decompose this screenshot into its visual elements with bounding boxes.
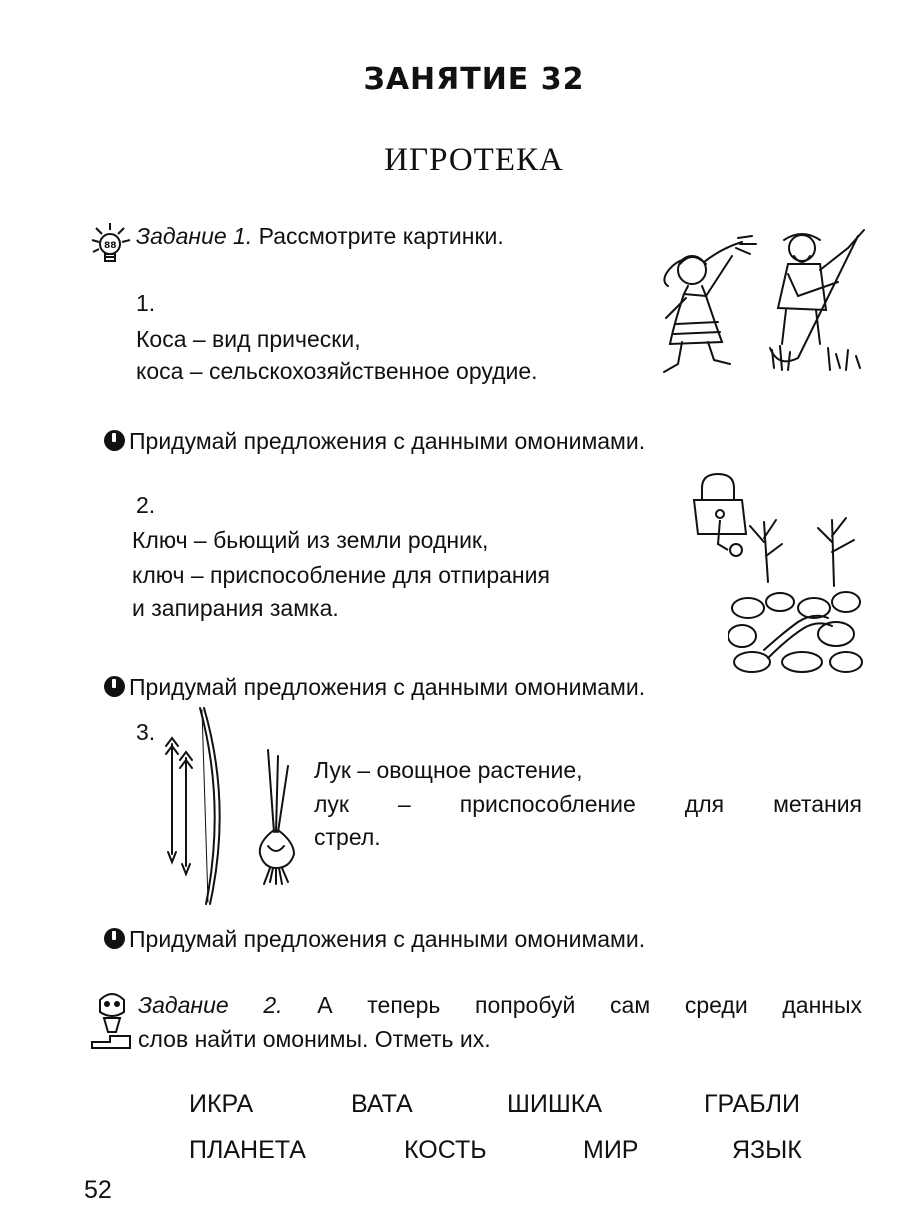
item3-prompt <box>104 924 645 954</box>
svg-text:88: 88 <box>104 241 117 251</box>
item2-line1: Ключ – бьющий из земли родник, <box>132 527 489 553</box>
item1-prompt <box>104 426 645 456</box>
task1-heading <box>136 221 504 251</box>
spring-rocks-illustration <box>728 512 864 674</box>
item3-number: 3. <box>136 719 156 745</box>
item1-number: 1. <box>136 290 156 316</box>
man-with-scythe-illustration <box>768 218 868 374</box>
girl-with-braid-illustration <box>652 234 764 382</box>
item2-prompt <box>104 672 645 702</box>
task2-text1: А теперь попробуй сам среди данных <box>317 992 863 1018</box>
pencil-on-stand-icon <box>90 990 134 1052</box>
task2-line2: слов найти омонимы. Отметь их. <box>138 1026 491 1052</box>
task1-text: Рассмотрите картинки. <box>258 223 504 249</box>
item2-prompt-text: Придумай предложения с данными омонимами. <box>129 674 646 700</box>
task1-label: Задание 1. <box>136 223 253 249</box>
item3-line2: лук – приспособление для метания <box>314 791 862 817</box>
section-title: ИГРОТЕКА <box>384 142 564 178</box>
word-2-2: КОСТЬ <box>404 1136 487 1164</box>
word-2-3: МИР <box>583 1136 639 1164</box>
word-1-4: ГРАБЛИ <box>704 1090 800 1118</box>
item2-line3: и запирания замка. <box>132 595 339 621</box>
item1-prompt-text: Придумай предложения с данными омонимами. <box>129 428 646 454</box>
item3-prompt-text: Придумай предложения с данными омонимами. <box>129 926 646 952</box>
word-2-1: ПЛАНЕТА <box>189 1136 306 1164</box>
word-1-2: ВАТА <box>351 1090 413 1118</box>
word-1-1: ИКРА <box>189 1090 254 1118</box>
onion-illustration <box>254 746 300 886</box>
task2-label: Задание 2. <box>138 992 283 1018</box>
exclamation-circle-icon <box>104 430 125 451</box>
item3-line3: стрел. <box>314 824 381 850</box>
task2-line1 <box>138 990 862 1020</box>
lesson-title: ЗАНЯТИЕ 32 <box>363 62 585 97</box>
item2-number: 2. <box>136 492 156 518</box>
word-1-3: ШИШКА <box>507 1090 603 1118</box>
item3-line1: Лук – овощное растение, <box>314 757 583 783</box>
item2-line2: ключ – приспособление для отпирания <box>132 562 550 588</box>
word-2-4: ЯЗЫК <box>732 1136 802 1164</box>
item1-line1: Коса – вид прически, <box>136 326 361 352</box>
bow-arrows-illustration <box>160 704 232 910</box>
exclamation-circle-icon <box>104 928 125 949</box>
item1-line2: коса – сельскохозяйственное орудие. <box>136 358 538 384</box>
lightbulb-icon <box>88 222 134 268</box>
page-number: 52 <box>84 1176 112 1204</box>
exclamation-circle-icon <box>104 676 125 697</box>
